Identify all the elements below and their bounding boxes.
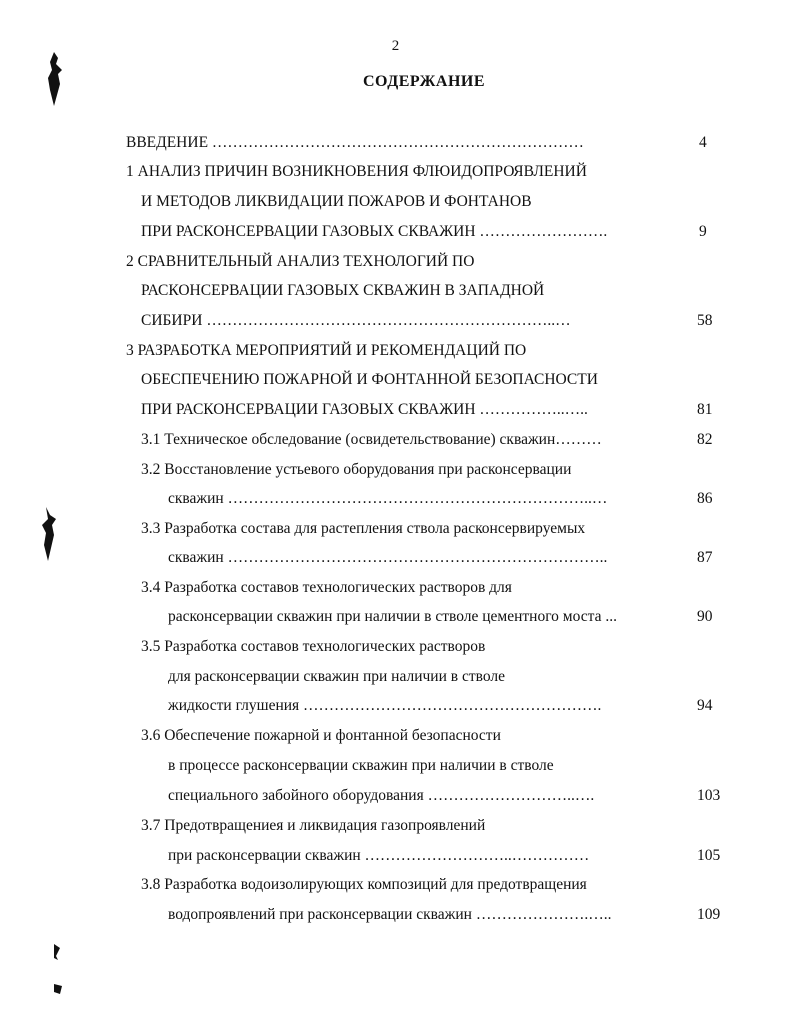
toc-entry-section-3-6-cont: специального забойного оборудования ………………………..…. <box>168 787 595 804</box>
toc-entry-section-3-8-cont: водопроявлений при расконсервации скважин ………………….….. <box>168 906 612 923</box>
toc-entry-section-3-3: 3.3 Разработка состава для растепления ствола расконсервируемых <box>141 520 586 537</box>
toc-entry-chapter-1-cont: ПРИ РАСКОНСЕРВАЦИИ ГАЗОВЫХ СКВАЖИН ……………………. <box>141 223 608 240</box>
toc-entry-section-3-7: 3.7 Предотвращениея и ликвидация газопроявлений <box>141 817 486 834</box>
toc-entry-section-3-6: 3.6 Обеспечение пожарной и фонтанной безопасности <box>141 727 501 744</box>
toc-page-number: 81 <box>697 401 713 418</box>
toc-page-number: 109 <box>697 906 721 923</box>
toc-entry-section-3-2-cont: скважин ……………………………………………………………..… <box>168 490 608 507</box>
toc-entry-section-3-5-cont: для расконсервации скважин при наличии в стволе <box>168 668 505 685</box>
toc-page-number: 9 <box>699 223 707 240</box>
toc-page-number: 105 <box>697 847 721 864</box>
toc-entry-chapter-2: 2 СРАВНИТЕЛЬНЫЙ АНАЛИЗ ТЕХНОЛОГИЙ ПО <box>126 253 475 270</box>
toc-entry-section-3-6-cont: в процессе расконсервации скважин при наличии в стволе <box>168 757 554 774</box>
toc-page-number: 58 <box>697 312 713 329</box>
toc-entry-section-3-3-cont: скважин ……………………………………………………………….. <box>168 549 608 566</box>
toc-page-number: 87 <box>697 549 713 566</box>
toc-page-number: 90 <box>697 608 713 625</box>
toc-entry-chapter-2-cont: РАСКОНСЕРВАЦИИ ГАЗОВЫХ СКВАЖИН В ЗАПАДНОЙ <box>141 282 545 299</box>
toc-entry-introduction: ВВЕДЕНИЕ ……………………………………………………………… <box>126 134 584 151</box>
toc-entry-section-3-7-cont: при расконсервации скважин ………………………..…………… <box>168 847 590 864</box>
toc-entry-chapter-1: 1 АНАЛИЗ ПРИЧИН ВОЗНИКНОВЕНИЯ ФЛЮИДОПРОЯВЛЕНИЙ <box>126 163 587 180</box>
toc-entry-section-3-5-cont: жидкости глушения …………………………………………………. <box>168 697 602 714</box>
scan-artifact-ink-blot <box>48 940 68 1000</box>
toc-page-number: 103 <box>697 787 721 804</box>
page-number: 2 <box>391 38 400 54</box>
toc-entry-section-3-5: 3.5 Разработка составов технологических растворов <box>141 638 486 655</box>
toc-heading: СОДЕРЖАНИЕ <box>362 73 486 90</box>
toc-entry-chapter-3-cont: ОБЕСПЕЧЕНИЮ ПОЖАРНОЙ И ФОНТАННОЙ БЕЗОПАСНОСТИ <box>141 371 598 388</box>
toc-entry-chapter-2-cont: СИБИРИ …………………………………………………………..… <box>141 312 571 329</box>
toc-page-number: 86 <box>697 490 713 507</box>
toc-entry-section-3-4: 3.4 Разработка составов технологических растворов для <box>141 579 512 596</box>
toc-entry-chapter-3-cont: ПРИ РАСКОНСЕРВАЦИИ ГАЗОВЫХ СКВАЖИН ……………..….. <box>141 401 588 418</box>
scan-artifact-ink-blot <box>34 505 66 565</box>
toc-entry-chapter-1-cont: И МЕТОДОВ ЛИКВИДАЦИИ ПОЖАРОВ И ФОНТАНОВ <box>141 193 532 210</box>
scan-artifact-ink-blot <box>40 50 70 110</box>
toc-entry-chapter-3: 3 РАЗРАБОТКА МЕРОПРИЯТИЙ И РЕКОМЕНДАЦИЙ ПО <box>126 342 527 359</box>
toc-entry-section-3-8: 3.8 Разработка водоизолирующих композиций для предотвращения <box>141 876 587 893</box>
toc-entry-section-3-2: 3.2 Восстановление устьевого оборудования при расконсервации <box>141 461 572 478</box>
toc-page-number: 82 <box>697 431 713 448</box>
toc-entry-section-3-1: 3.1 Техническое обследование (освидетельствование) скважин……… <box>141 431 602 448</box>
toc-entry-section-3-4-cont: расконсервации скважин при наличии в стволе цементного моста ... <box>168 608 617 625</box>
toc-page-number: 4 <box>699 134 707 151</box>
toc-page-number: 94 <box>697 697 713 714</box>
